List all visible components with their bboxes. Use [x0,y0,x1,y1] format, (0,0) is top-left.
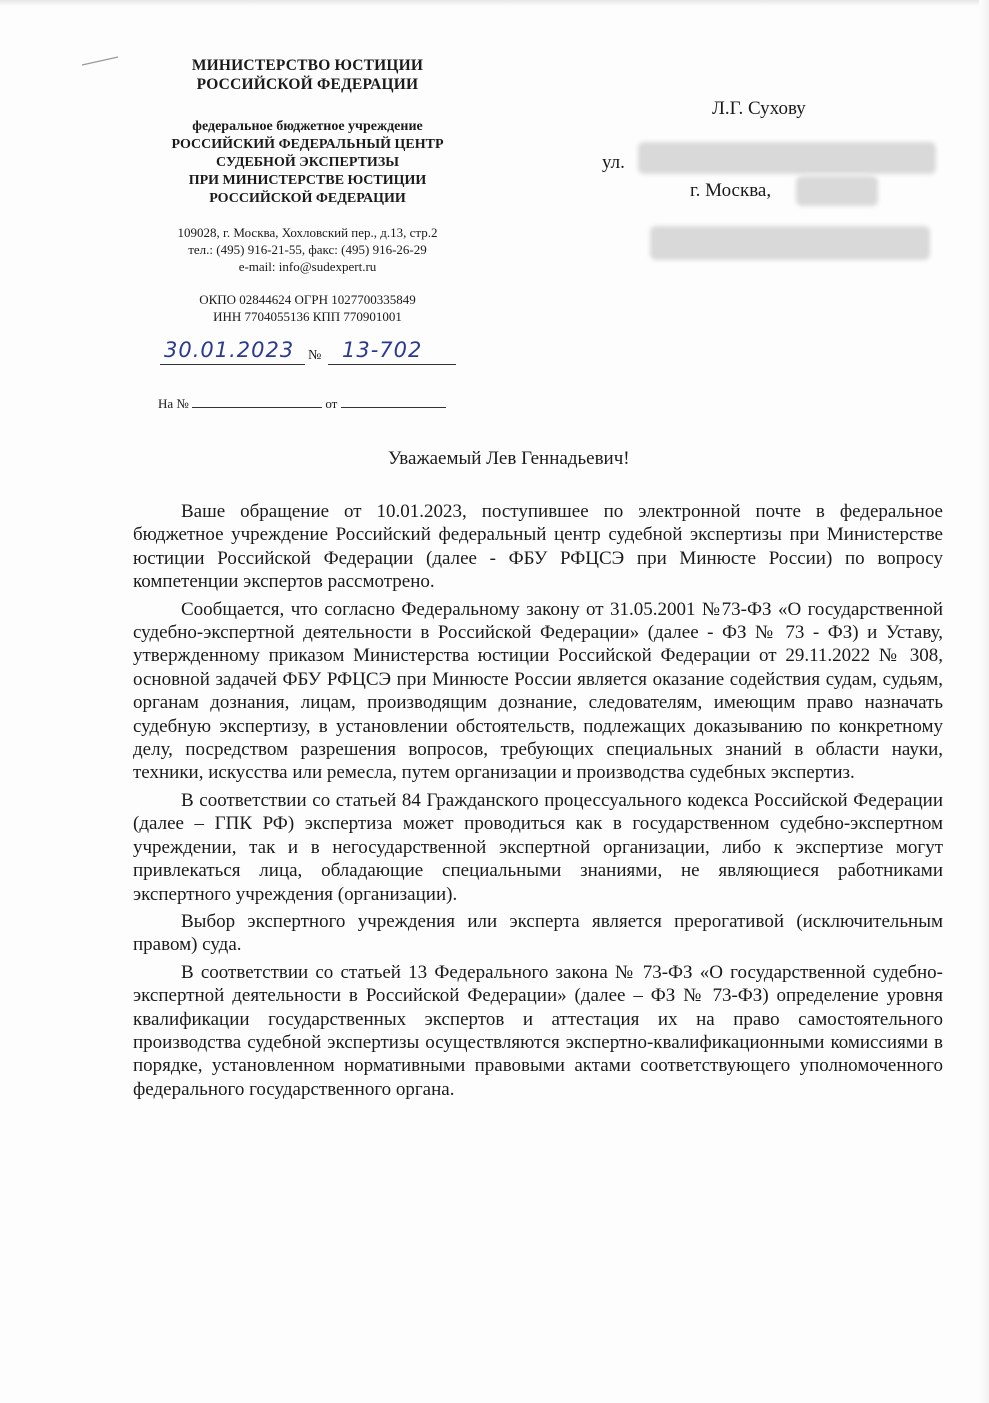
addressee-street [602,152,625,174]
codes-line: ОКПО 02844624 ОГРН 1027700335849 [199,292,416,307]
reply-number-blank [192,395,322,408]
addressee-name: Л.Г. Сухову [712,98,806,119]
scan-right-edge [979,0,989,1403]
org-line: СУДЕБНОЙ ЭКСПЕРТИЗЫ [216,155,399,170]
postal-address: 109028, г. Москва, Хохловский пер., д.13, стр.2 [177,225,438,240]
org-line: ПРИ МИНИСТЕРСТВЕ ЮСТИЦИИ [188,173,427,188]
paragraph: В соответствии со статьей 84 Гражданского процессуального кодекса Российской Федерации (далее – ГПК РФ) экспертиза может проводиться как в государственном судебно-экспертном учреждении, так и в негосударственной экспертной организации, либо к экспертизе могут привлекаться лица, обладающие специальными знаниями, не являющиеся работниками экспертного учреждения (организации). [133,789,943,905]
paragraph: Сообщается, что согласно Федеральному закону от 31.05.2001 №73-ФЗ «О государственной судебно-экспертной деятельности в Российской Федерации» (далее - ФЗ № 73 - ФЗ) и Уставу, утвержденному приказом Министерства юстиции Российской Федерации от 29.11.2022 № 308, основной задачей ФБУ РФЦСЭ при Минюсте России является оказание содействия судам, судьям, органам дознания, лицам, производящим дознание, следователям, имеющим право назначать судебную экспертизу, в установлении обстоятельств, подлежащих доказыванию по конкретному делу, посредством разрешения вопросов, требующих специальных знаний в области науки, техники, искусства или ремесла, путем организации и производства судебных экспертиз. [133,598,943,784]
organization-name [140,118,475,208]
number-underline [328,364,456,365]
ministry-name [140,56,475,94]
scan-top-edge [0,0,989,6]
reply-reference [158,395,446,412]
email: e-mail: info@sudexpert.ru [238,259,377,274]
redacted-postcode [650,226,930,260]
addressee-city: г. Москва, [690,180,772,201]
letter-body [133,500,943,1105]
date-underline [160,364,305,365]
registration-line [158,338,478,374]
paragraph: Выбор экспертного учреждения или эксперта является прерогативой (исключительным правом) суда. [133,910,943,956]
outgoing-date: 30.01.2023 [164,338,295,362]
registry-codes [140,291,475,325]
reply-prefix: На № [158,396,189,411]
letterhead [140,56,475,325]
street-prefix: ул. [602,152,625,173]
outgoing-number: 13-702 [342,338,423,362]
ministry-line: РОССИЙСКОЙ ФЕДЕРАЦИИ [196,76,419,93]
redacted-house [796,176,878,206]
salutation: Уважаемый Лев Геннадьевич! [388,448,630,469]
phone-fax: тел.: (495) 916-21-55, факс: (495) 916-26-29 [188,242,427,257]
paragraph: Ваше обращение от 10.01.2023, поступившее по электронной почте в федеральное бюджетное учреждение Российский федеральный центр судебной экспертизы при Министерстве юстиции Российской Федерации (далее - ФБУ РФЦСЭ при Минюсте России) по вопросу компетенции экспертов рассмотрено. [133,501,943,593]
reply-date-blank [341,395,446,408]
reply-from: от [325,396,338,411]
redacted-street [638,142,936,174]
number-sign: № [308,348,322,363]
paragraph: В соответствии со статьей 13 Федерального закона № 73-ФЗ «О государственной судебно-экспертной деятельности в Российской Федерации» (далее – ФЗ № 73-ФЗ) определение уровня квалификации государственных экспертов и аттестация их на право самостоятельного производства судебной экспертизы осуществляются экспертно-квалификационными комиссиями в порядке, установленном нормативными правовыми актами соответствующего уполномоченного федерального государственного органа. [133,961,943,1100]
contacts [140,224,475,275]
pen-mark [80,55,120,67]
org-line: федеральное бюджетное учреждение [192,119,423,134]
codes-line: ИНН 7704055136 КПП 770901001 [213,309,402,324]
org-line: РОССИЙСКИЙ ФЕДЕРАЛЬНЫЙ ЦЕНТР [171,137,444,152]
ministry-line: МИНИСТЕРСТВО ЮСТИЦИИ [191,57,424,74]
org-line: РОССИЙСКОЙ ФЕДЕРАЦИИ [209,191,406,206]
